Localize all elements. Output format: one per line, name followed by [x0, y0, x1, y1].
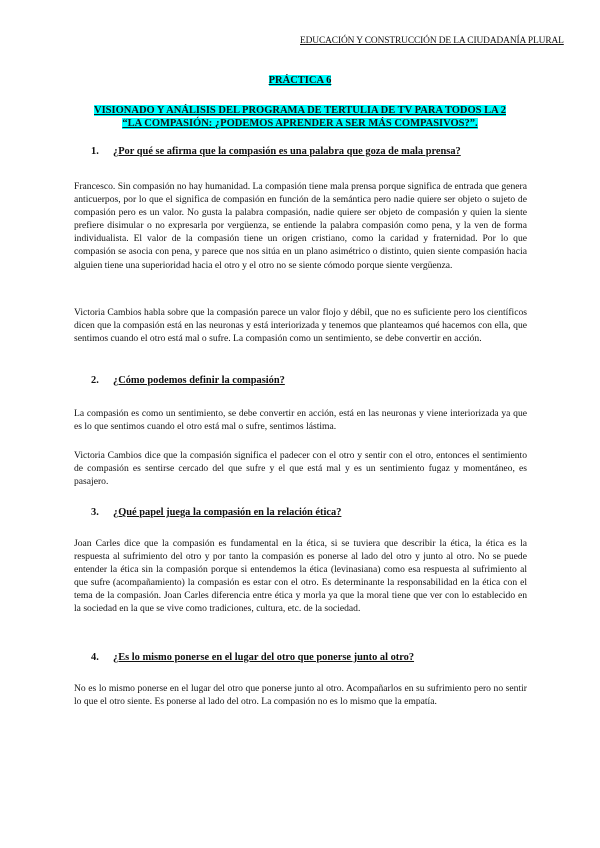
- answer-paragraph: No es lo mismo ponerse en el lugar del otro que ponerse junto al otro. Acompañarlos en su sufrimiento pero no sentir lo que el otro siente. Es ponerse al lado del otro. La compasión no es lo mismo que la empatía.: [74, 683, 527, 708]
- question-2: [91, 375, 531, 386]
- answer-paragraph: Joan Carles dice que la compasión es fundamental en la ética, si se tuviera que describir la ética, la ética es la respuesta al sufrimiento del otro y por tanto la compasión es ponerse al lado del otro y junto al otro. No se puede entender la ética sin la compasión porque si entendemos la ética (levinasiana) como esa respuesta al sufrimiento al que sufre (acompañamiento) la compasión es estar con el otro. Es determinante la responsabilidad en la ética con el tema de la compasión. Joan Carles diferencia entre ética y morla ya que la moral tiene que ver con lo establecido en la sociedad en la que se vive como tradiciones, cultura, etc. de la sociedad.: [74, 538, 527, 615]
- subtitle-line-2: “LA COMPASIÓN: ¿PODEMOS APRENDER A SER MÁS COMPASIVOS?”.: [122, 118, 478, 129]
- question-text: ¿Por qué se afirma que la compasión es una palabra que goza de mala prensa?: [113, 146, 461, 157]
- practice-title-text: PRÁCTICA 6: [268, 75, 332, 86]
- answer-paragraph: Victoria Cambios habla sobre que la compasión parece un valor flojo y débil, que no es suficiente pero los científicos dicen que la compasión está en las neuronas y está interiorizada y tenemos que planteamos qué hacemos con ella, que sentimos cuando el otro está mal o sufre. La compasión como un sentimiento, se debe convertir en acción.: [74, 307, 527, 345]
- question-number: 3.: [91, 507, 99, 518]
- subtitle-line-1: VISIONADO Y ANÁLISIS DEL PROGRAMA DE TERTULIA DE TV PARA TODOS LA 2: [94, 105, 506, 116]
- question-text: ¿Cómo podemos definir la compasión?: [113, 375, 285, 386]
- answer-paragraph: Francesco. Sin compasión no hay humanidad. La compasión tiene mala prensa porque significa de entrada que genera anticuerpos, por lo que el significa de compasión en función de la semántica pero nadie quiere ser objeto o sujeto de compasión pero es un valor. No gusta la palabra compasión, nadie quiere ser objeto de compasión y quien la siente prefiere disimular o no expresarla por vergüenza, se entiende la palabra compasión como pena, y la ven de forma individualista. El valor de la compasión tiene un origen cristiano, como la caridad y fraternidad. Por lo que compasión se asocia con pena, y parece que nos sitúa en un plano asimétrico o distinto, quien siente compasión hacia alguien tiene una superioridad hacia el otro y el otro no se siente cómodo porque siente vergüenza.: [74, 181, 527, 271]
- subtitle: [74, 104, 526, 130]
- question-3: [91, 507, 531, 518]
- practice-title: [0, 75, 600, 86]
- course-header: EDUCACIÓN Y CONSTRUCCIÓN DE LA CIUDADANÍA PLURAL: [300, 36, 564, 46]
- question-number: 4.: [91, 652, 99, 663]
- answer-paragraph: Victoria Cambios dice que la compasión significa el padecer con el otro y sentir con el otro, entonces el sentimiento de compasión es sentirse cercado del que sufre y el que está mal y es un sentimiento fugaz y momentáneo, es pasajero.: [74, 450, 527, 488]
- question-text: ¿Es lo mismo ponerse en el lugar del otro que ponerse junto al otro?: [113, 652, 415, 663]
- question-1: [91, 146, 531, 157]
- question-number: 1.: [91, 146, 99, 157]
- answer-paragraph: La compasión es como un sentimiento, se debe convertir en acción, está en las neuronas y viene interiorizada ya que es lo que sentimos cuando el otro está mal o sufre, sentimos lástima.: [74, 408, 527, 433]
- question-text: ¿Qué papel juega la compasión en la relación ética?: [113, 507, 342, 518]
- question-4: [91, 652, 531, 663]
- question-number: 2.: [91, 375, 99, 386]
